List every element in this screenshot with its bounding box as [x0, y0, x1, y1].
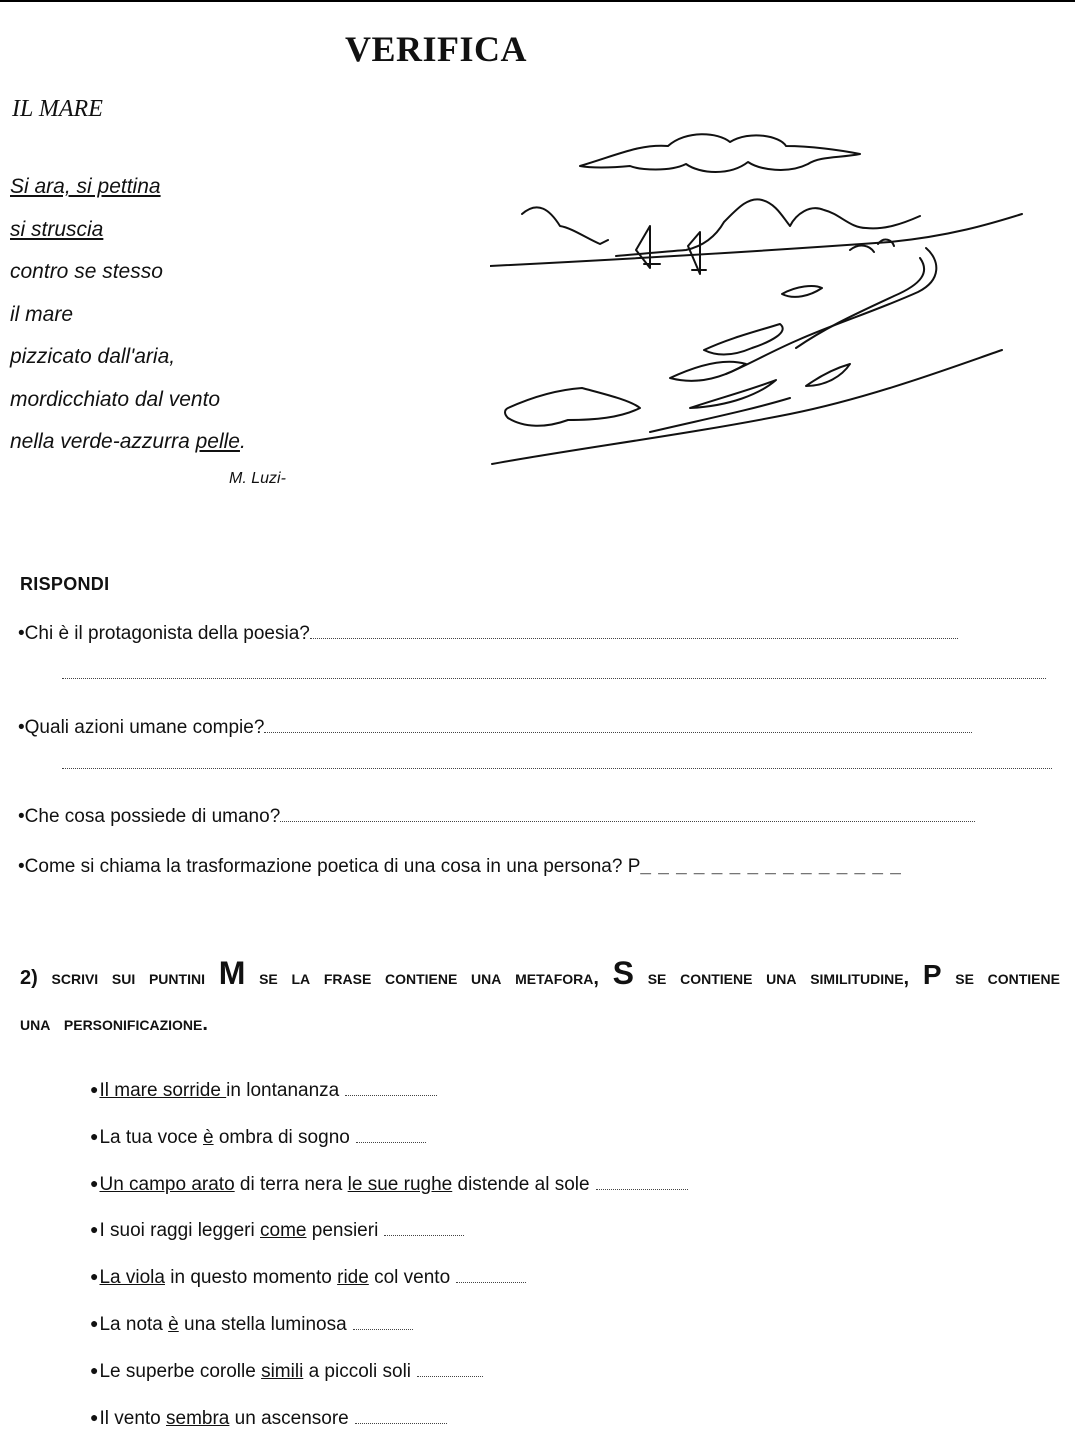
answer-dots[interactable]	[355, 1409, 447, 1424]
answer-dots[interactable]	[280, 807, 975, 822]
cloud-shape	[580, 134, 860, 172]
answer-line[interactable]	[62, 678, 1046, 679]
shore-wave	[796, 258, 924, 348]
answer-dots[interactable]	[310, 624, 958, 639]
wave-crest	[670, 362, 746, 381]
answer-dots[interactable]	[596, 1175, 688, 1190]
answer-dots[interactable]	[353, 1315, 413, 1330]
question-2: •Quali azioni umane compie?	[18, 717, 972, 739]
shore-wave	[726, 248, 936, 374]
answer-dots[interactable]	[417, 1362, 483, 1377]
sentence-item: ●I suoi raggi leggeri come pensieri	[90, 1220, 688, 1267]
page-title: VERIFICA	[345, 29, 528, 69]
horizon-line	[490, 214, 1022, 266]
question-4: •Come si chiama la trasformazione poetica di una cosa in una persona? P_ _ _ _ _ _ _ _ _ _ _ _ _ _ _	[18, 856, 902, 877]
poem-author: M. Luzi-	[229, 470, 286, 487]
coast-outline	[522, 199, 920, 256]
poem-line: il mare	[10, 302, 74, 326]
sentence-item: ●Un campo arato di terra nera le sue rughe distende al sole	[90, 1174, 688, 1221]
sentence-item: ●Le superbe corolle simili a piccoli soli	[90, 1361, 688, 1408]
section-heading: RISPONDI	[20, 574, 110, 594]
answer-dots[interactable]	[356, 1128, 426, 1143]
answer-line[interactable]	[62, 768, 1052, 769]
poem-line: contro se stesso	[10, 260, 163, 283]
wave-crest	[690, 380, 776, 408]
answer-blank[interactable]: _ _ _ _ _ _ _ _ _ _ _ _ _ _ _	[640, 856, 902, 877]
sentence-item: ●La tua voce è ombra di sogno	[90, 1127, 688, 1174]
answer-dots[interactable]	[456, 1268, 526, 1283]
sentence-item: ●La nota è una stella luminosa	[90, 1314, 688, 1361]
poem-line: pizzicato dall'aria,	[10, 345, 176, 368]
answer-dots[interactable]	[264, 718, 972, 733]
top-border	[0, 0, 1075, 2]
poem-line: nella verde-azzurra pelle.	[10, 430, 246, 453]
sentence-item: ●Il mare sorride in lontananza	[90, 1080, 688, 1127]
poem-text	[10, 172, 246, 470]
sentence-item: ●La viola in questo momento ride col vento	[90, 1267, 688, 1314]
question-3: •Che cosa possiede di umano?	[18, 806, 975, 828]
sentence-item: ●Il vento sembra un ascensore	[90, 1408, 688, 1454]
poem-line: mordicchiato dal vento	[10, 387, 221, 411]
wave-crest	[704, 324, 783, 354]
poem-line: Si ara, si pettina	[10, 175, 161, 198]
poem-line: si struscia	[10, 217, 104, 241]
wave-crest	[782, 286, 822, 297]
answer-dots[interactable]	[384, 1221, 464, 1236]
sailboat	[636, 226, 660, 268]
exercise-2-instructions: 2) scrivi sui puntini M se la frase contiene una metafora, S se contiene una similitudine, P se contiene una personificazione.	[20, 955, 1060, 1035]
foreground-shore	[492, 350, 1002, 464]
rock-outline	[505, 388, 640, 426]
wave-crest	[806, 364, 850, 386]
answer-dots[interactable]	[345, 1081, 437, 1096]
sailboat	[688, 232, 706, 274]
question-1: •Chi è il protagonista della poesia?	[18, 623, 958, 645]
sea-illustration	[490, 118, 1035, 478]
poem-title: IL MARE	[12, 96, 103, 122]
sentence-list	[90, 1080, 688, 1454]
